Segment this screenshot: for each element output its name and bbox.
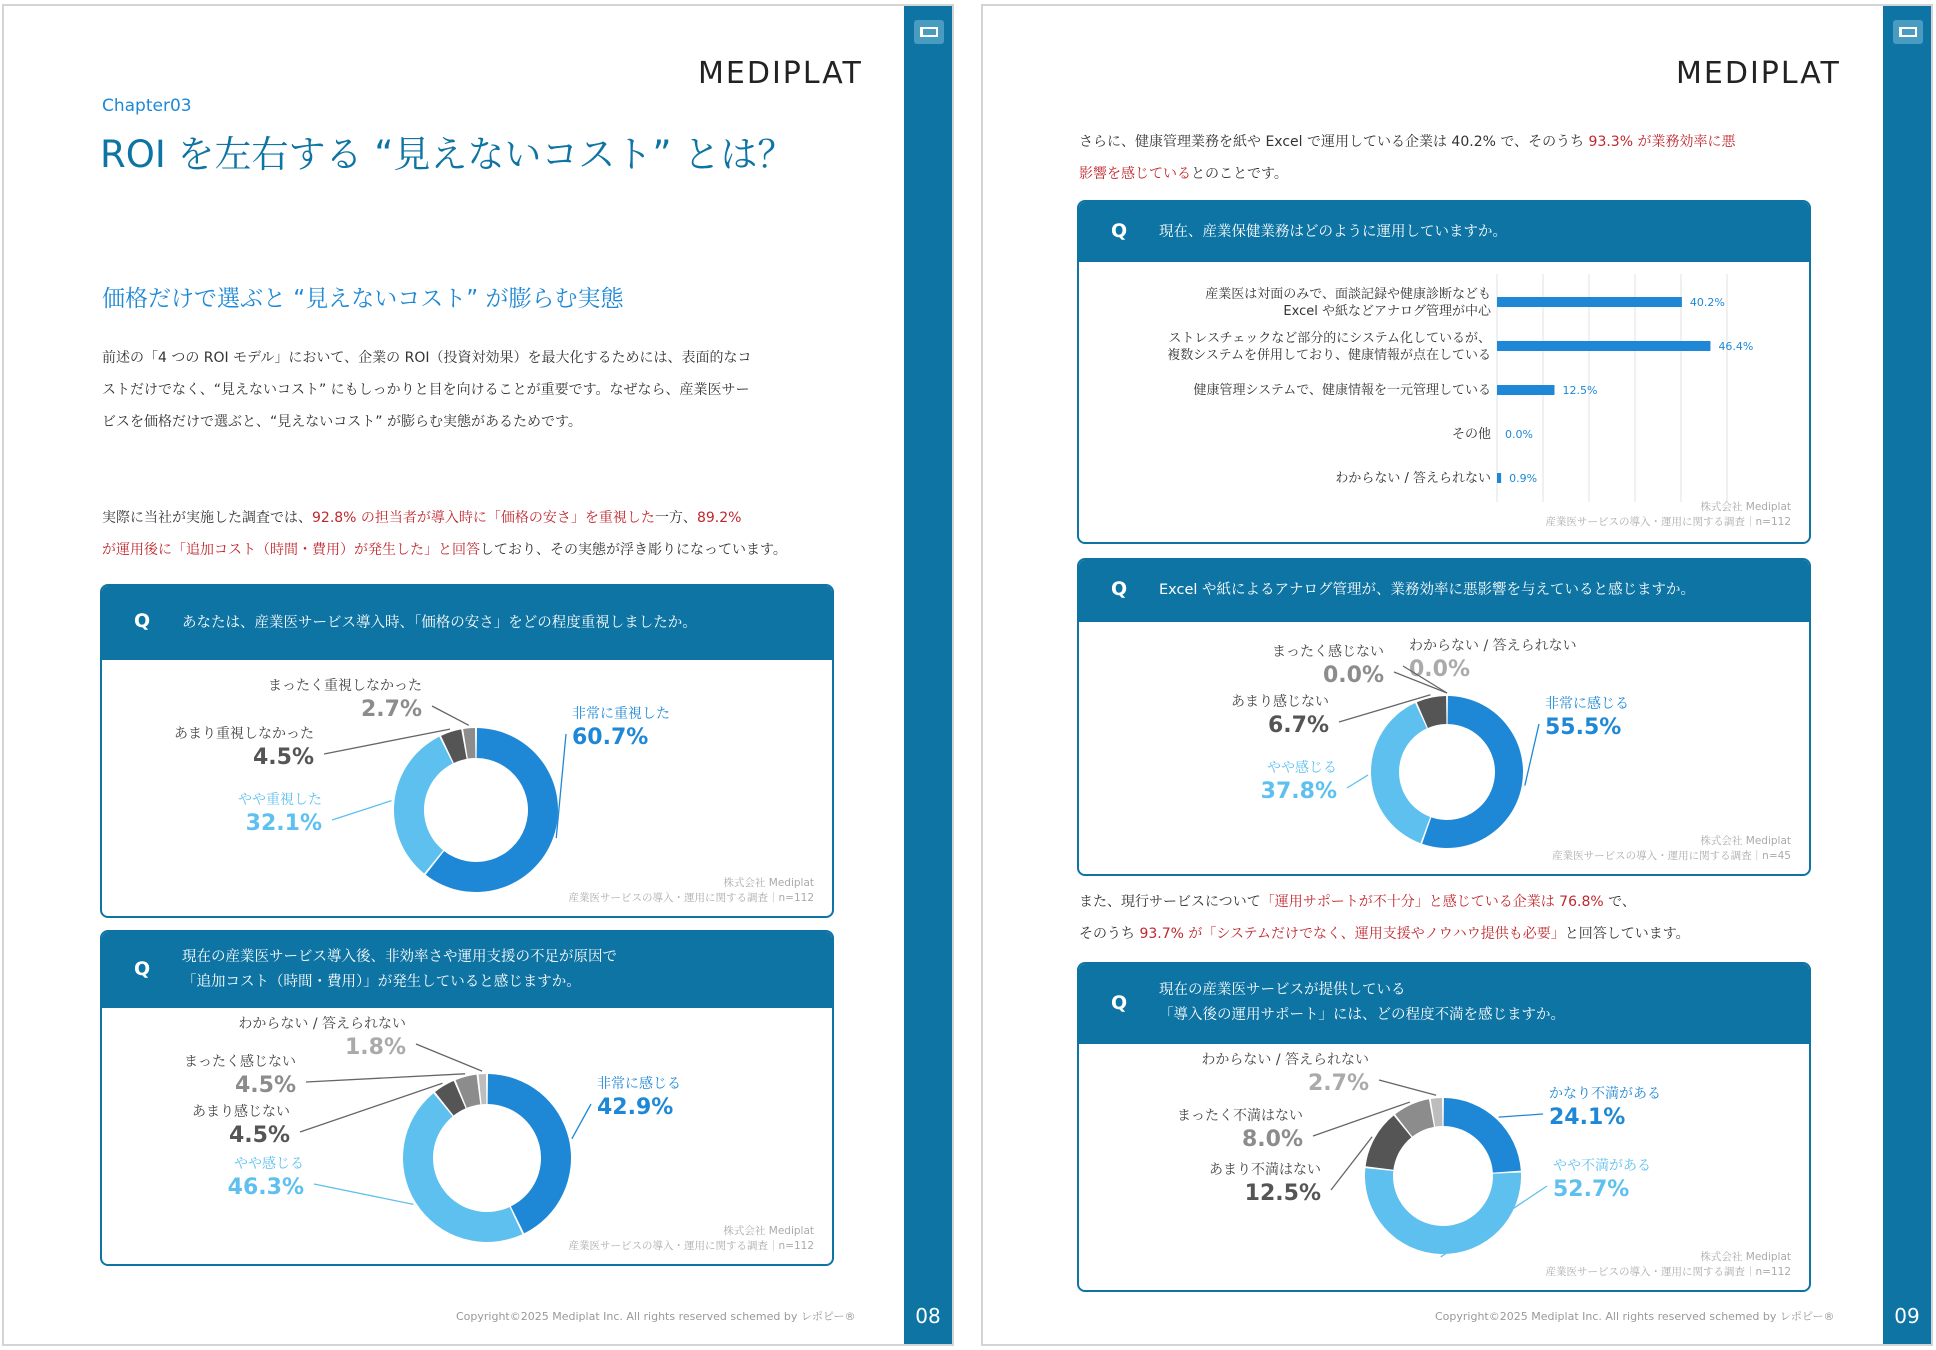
slice-label: 非常に感じる xyxy=(1545,696,1629,712)
question-line: 現在の産業医サービス導入後、非効率さや運用支援の不足が原因で xyxy=(182,949,617,965)
question-card-2 xyxy=(100,930,834,1266)
slice-label: やや感じる xyxy=(234,1156,304,1172)
bar-value-label: 46.4% xyxy=(1718,340,1754,353)
source-survey: 産業医サービスの導入・運用に関する調査｜n=112 xyxy=(1545,516,1791,528)
question-card-5 xyxy=(1077,962,1811,1292)
brand-logo: MEDIPLAT xyxy=(698,56,863,91)
slice-label: まったく不満はない xyxy=(1177,1108,1303,1124)
question-header xyxy=(102,586,832,660)
slice-label: 非常に重視した xyxy=(572,706,670,722)
question-text xyxy=(182,945,617,995)
category-label: 複数システムを併用しており、健康情報が点在している xyxy=(1167,348,1491,363)
bar xyxy=(1497,341,1710,351)
body-text: そのうち xyxy=(1079,926,1140,942)
source-survey: 産業医サービスの導入・運用に関する調査｜n=112 xyxy=(568,892,814,904)
intro-line-3: ビスを価格だけで選ぶと、“見えないコスト” が膨らむ実態があるためです。 xyxy=(102,414,582,430)
survey-highlight: 92.8% の担当者が導入時に「価格の安さ」を重視した xyxy=(312,510,655,526)
category-label: その他 xyxy=(1451,427,1491,442)
survey-line-2 xyxy=(102,534,787,566)
slice-value: 46.3% xyxy=(227,1175,304,1200)
page-sidebar xyxy=(1883,6,1931,1344)
leader-line xyxy=(306,1074,465,1082)
copyright: Copyright©2025 Mediplat Inc. All rights reserved schemed by レポピー® xyxy=(1435,1310,1835,1323)
slice-value: 4.5% xyxy=(234,1073,296,1098)
bar xyxy=(1497,297,1682,307)
slice-value: 6.7% xyxy=(1267,713,1329,738)
text-line-4 xyxy=(1079,918,1690,950)
source-survey: 産業医サービスの導入・運用に関する調査｜n=112 xyxy=(1545,1266,1791,1278)
leader-line xyxy=(314,1184,413,1204)
body-highlight: 影響を感じている xyxy=(1079,166,1191,182)
category-label: 健康管理システムで、健康情報を一元管理している xyxy=(1193,383,1491,398)
bar-value-label: 12.5% xyxy=(1562,384,1598,397)
source-company: 株式会社 Mediplat xyxy=(723,877,814,889)
bar-value-label: 0.9% xyxy=(1509,472,1538,485)
text-line-1 xyxy=(1079,126,1735,158)
slice-value: 55.5% xyxy=(1545,715,1622,740)
body-text: で、 xyxy=(1603,894,1636,910)
leader-line xyxy=(1525,724,1539,786)
survey-line-1 xyxy=(102,502,741,534)
donut-slice xyxy=(1444,1098,1521,1173)
leader-line xyxy=(572,1104,591,1139)
page-number: 09 xyxy=(1894,1304,1920,1328)
intro-line-1: 前述の「4 つの ROI モデル」において、企業の ROI（投資対効果）を最大化するためには、表面的なコ xyxy=(102,350,752,366)
chart-source xyxy=(1546,1250,1792,1280)
chart-source xyxy=(1552,834,1791,864)
slice-label: やや感じる xyxy=(1267,760,1337,776)
slice-value: 2.7% xyxy=(1307,1071,1369,1096)
source-company: 株式会社 Mediplat xyxy=(1700,501,1791,513)
leader-line xyxy=(1499,1114,1543,1117)
section-subtitle: 価格だけで選ぶと “見えないコスト” が膨らむ実態 xyxy=(102,286,624,312)
slice-label: まったく感じない xyxy=(1272,644,1384,660)
page-sidebar xyxy=(904,6,952,1344)
copyright: Copyright©2025 Mediplat Inc. All rights reserved schemed by レポピー® xyxy=(456,1310,856,1323)
slice-value: 1.8% xyxy=(344,1035,406,1060)
q-icon: Q xyxy=(1111,992,1128,1014)
page-08 xyxy=(2,4,954,1346)
question-text: Excel や紙によるアナログ管理が、業務効率に悪影響を与えていると感じますか。 xyxy=(1159,582,1696,598)
leader-line xyxy=(556,734,566,838)
slice-value: 0.0% xyxy=(1409,657,1471,682)
chart-source xyxy=(569,876,815,906)
slice-value: 32.1% xyxy=(245,811,322,836)
slice-label: やや重視した xyxy=(238,792,322,808)
slice-label: まったく重視しなかった xyxy=(268,678,422,694)
question-text: 現在、産業保健業務はどのように運用していますか。 xyxy=(1159,224,1507,240)
question-header xyxy=(1079,202,1809,262)
question-text xyxy=(1159,978,1565,1028)
slice-label: かなり不満がある xyxy=(1549,1086,1661,1102)
slice-value: 4.5% xyxy=(252,745,314,770)
slice-label: あまり感じない xyxy=(1231,694,1329,710)
question-header xyxy=(1079,560,1809,622)
slice-value: 42.9% xyxy=(597,1095,674,1120)
category-label: Excel や紙などアナログ管理が中心 xyxy=(1283,304,1491,319)
slice-value: 2.7% xyxy=(360,697,422,722)
bar-value-label: 40.2% xyxy=(1689,296,1725,309)
q-icon: Q xyxy=(1111,220,1128,242)
question-line: 「追加コスト（時間・費用）」が発生していると感じますか。 xyxy=(182,974,581,990)
slice-label: あまり不満はない xyxy=(1209,1162,1321,1178)
category-label: わからない / 答えられない xyxy=(1335,471,1491,486)
slice-value: 52.7% xyxy=(1553,1177,1630,1202)
question-text: あなたは、産業医サービス導入時、「価格の安さ」をどの程度重視しましたか。 xyxy=(182,615,697,631)
page-title: ROI を左右する “見えないコスト” とは？ xyxy=(100,133,795,176)
category-label: ストレスチェックなど部分的にシステム化しているが、 xyxy=(1168,331,1491,346)
question-line: 「導入後の運用サポート」には、どの程度不満を感じますか。 xyxy=(1159,1007,1565,1023)
category-label: 産業医は対面のみで、面談記録や健康診断なども xyxy=(1205,287,1491,302)
bookmark-icon[interactable] xyxy=(1893,20,1923,44)
slice-value: 24.1% xyxy=(1549,1105,1626,1130)
body-text: とのことです。 xyxy=(1191,166,1288,182)
slice-label: まったく感じない xyxy=(184,1054,296,1070)
slice-label: わからない / 答えられない xyxy=(1409,638,1577,654)
donut-slice xyxy=(1365,1168,1521,1254)
slice-label: わからない / 答えられない xyxy=(1201,1052,1369,1068)
question-header xyxy=(1079,964,1809,1044)
brand-logo: MEDIPLAT xyxy=(1676,56,1841,91)
slice-value: 60.7% xyxy=(572,725,649,750)
donut-slice xyxy=(488,1074,571,1233)
question-card-4 xyxy=(1077,558,1811,876)
body-highlight: 93.7% が「システムだけでなく、運用支援やノウハウ提供も必要」 xyxy=(1139,926,1565,942)
body-highlight: 「運用サポートが不十分」と感じている企業は 76.8% xyxy=(1260,894,1604,910)
body-highlight: 93.3% が業務効率に悪 xyxy=(1588,134,1736,150)
donut-slice xyxy=(479,1074,487,1104)
question-line: 現在の産業医サービスが提供している xyxy=(1159,982,1406,998)
body-text: と回答しています。 xyxy=(1564,926,1690,942)
q-icon: Q xyxy=(134,610,151,632)
slice-label: 非常に感じる xyxy=(597,1076,681,1092)
slice-value: 12.5% xyxy=(1244,1181,1321,1206)
slice-label: あまり感じない xyxy=(192,1104,290,1120)
bar xyxy=(1497,473,1501,483)
slice-value: 4.5% xyxy=(228,1123,290,1148)
chapter-label: Chapter03 xyxy=(102,96,192,116)
leader-line xyxy=(1347,775,1368,788)
intro-line-2: ストだけでなく、“見えないコスト” にもしっかりと目を向けることが重要です。なぜなら、産業医サー xyxy=(102,382,750,398)
bar-value-label: 0.0% xyxy=(1505,428,1533,441)
question-card-3 xyxy=(1077,200,1811,544)
leader-line xyxy=(416,1044,482,1071)
question-card-1 xyxy=(100,584,834,918)
survey-text: 一方、 xyxy=(654,510,697,526)
slice-value: 37.8% xyxy=(1260,779,1337,804)
slice-label: やや不満がある xyxy=(1553,1158,1651,1174)
slice-value: 0.0% xyxy=(1322,663,1384,688)
body-text: また、現行サービスについて xyxy=(1079,894,1261,910)
survey-highlight: が運用後に「追加コスト（時間・費用）が発生した」と回答 xyxy=(102,542,480,558)
source-company: 株式会社 Mediplat xyxy=(1700,835,1791,847)
body-text: さらに、健康管理業務を紙や Excel で運用している企業は 40.2% で、そのうち xyxy=(1079,134,1589,150)
slice-value: 8.0% xyxy=(1241,1127,1303,1152)
leader-line xyxy=(332,801,392,820)
q-icon: Q xyxy=(1111,578,1128,600)
survey-highlight: 89.2% xyxy=(696,510,742,526)
source-company: 株式会社 Mediplat xyxy=(723,1225,814,1237)
donut-slice xyxy=(403,1093,522,1242)
bookmark-icon[interactable] xyxy=(914,20,944,44)
survey-text: 実際に当社が実施した調査では、 xyxy=(102,510,312,526)
slice-label: わからない / 答えられない xyxy=(238,1016,406,1032)
question-header xyxy=(102,932,832,1008)
bar xyxy=(1497,385,1555,395)
chart-source xyxy=(569,1224,815,1254)
slice-label: あまり重視しなかった xyxy=(174,726,314,742)
leader-line xyxy=(1379,1080,1436,1095)
page-09 xyxy=(981,4,1933,1346)
survey-text: しており、その実態が浮き彫りになっています。 xyxy=(480,542,787,558)
page-number: 08 xyxy=(915,1304,941,1328)
source-company: 株式会社 Mediplat xyxy=(1700,1251,1791,1263)
source-survey: 産業医サービスの導入・運用に関する調査｜n=45 xyxy=(1552,850,1791,862)
q-icon: Q xyxy=(134,958,151,980)
donut-slice xyxy=(1371,703,1430,843)
text-line-2 xyxy=(1079,158,1288,190)
chart-source xyxy=(1546,500,1792,530)
text-line-3 xyxy=(1079,886,1636,918)
leader-line xyxy=(432,706,469,725)
source-survey: 産業医サービスの導入・運用に関する調査｜n=112 xyxy=(568,1240,814,1252)
